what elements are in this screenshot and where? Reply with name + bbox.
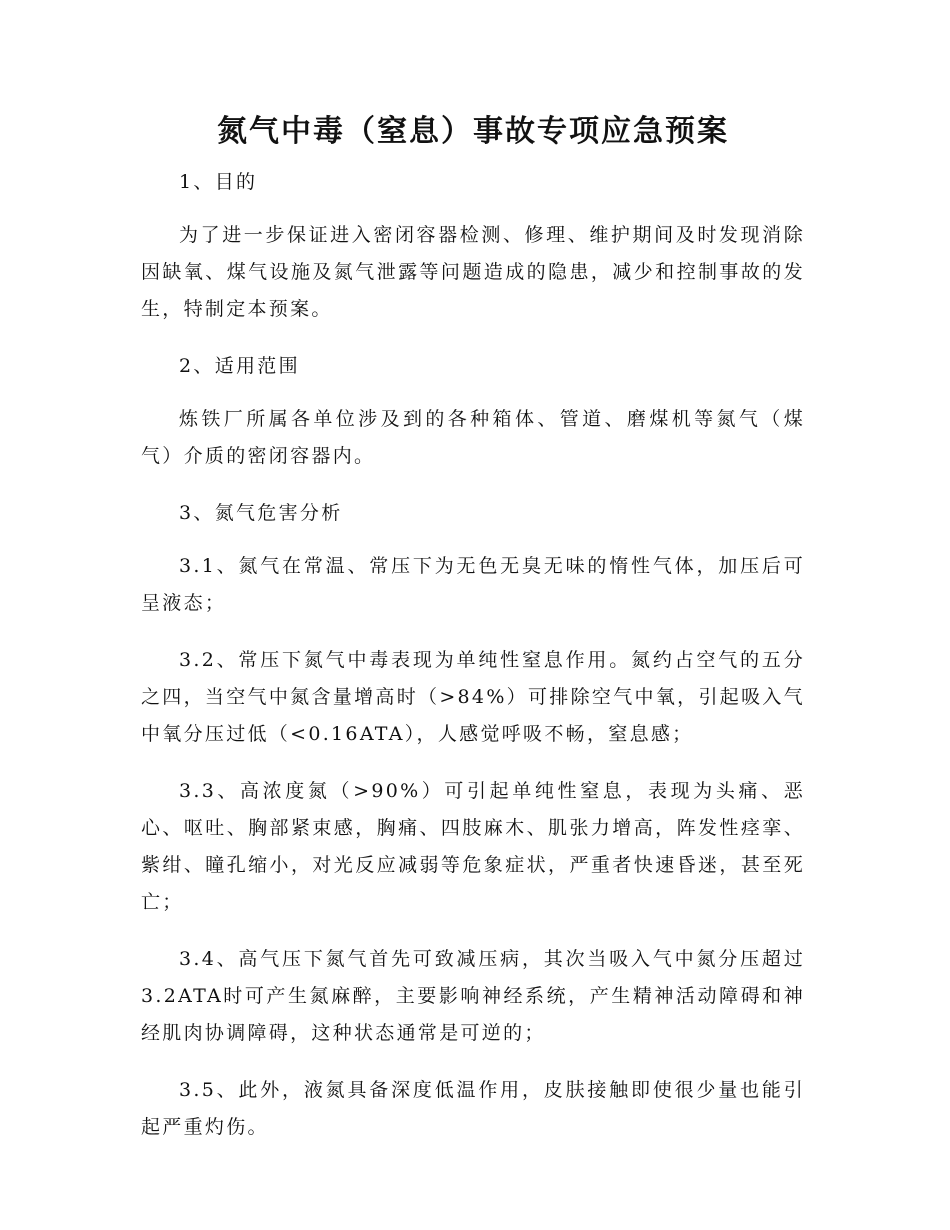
section-heading-purpose: 1、目的 [179, 171, 258, 193]
section-heading-scope: 2、适用范围 [179, 355, 300, 377]
paragraph-hazard-3-2: 3.2、常压下氮气中毒表现为单纯性窒息作用。氮约占空气的五分之四，当空气中氮含量增高时（>84%）可排除空气中氧，引起吸入气中氧分压过低（<0.16ATA），人感觉呼吸不畅，窒息感； [141, 649, 805, 745]
paragraph-scope: 炼铁厂所属各单位涉及到的各种箱体、管道、磨煤机等氮气（煤气）介质的密闭容器内。 [141, 408, 805, 467]
section-heading-hazard-analysis: 3、氮气危害分析 [179, 502, 343, 524]
paragraph-purpose: 为了进一步保证进入密闭容器检测、修理、维护期间及时发现消除因缺氧、煤气设施及氮气泄露等问题造成的隐患，减少和控制事故的发生，特制定本预案。 [141, 224, 805, 320]
paragraph-hazard-3-1: 3.1、氮气在常温、常压下为无色无臭无味的惰性气体，加压后可呈液态； [141, 555, 805, 614]
document-page [141, 112, 805, 1166]
paragraph-hazard-3-3: 3.3、高浓度氮（>90%）可引起单纯性窒息，表现为头痛、恶心、呕吐、胸部紧束感，胸痛、四肢麻木、肌张力增高，阵发性痉挛、紫绀、瞳孔缩小，对光反应减弱等危象症状，严重者快速昏迷，甚至死亡； [141, 780, 805, 913]
document-title: 氮气中毒（窒息）事故专项应急预案 [217, 114, 729, 149]
paragraph-hazard-3-4: 3.4、高气压下氮气首先可致减压病，其次当吸入气中氮分压超过3.2ATA时可产生氮麻醉，主要影响神经系统，产生精神活动障碍和神经肌肉协调障碍，这种状态通常是可逆的； [141, 948, 805, 1044]
paragraph-hazard-3-5: 3.5、此外，液氮具备深度低温作用，皮肤接触即使很少量也能引起严重灼伤。 [141, 1079, 805, 1138]
